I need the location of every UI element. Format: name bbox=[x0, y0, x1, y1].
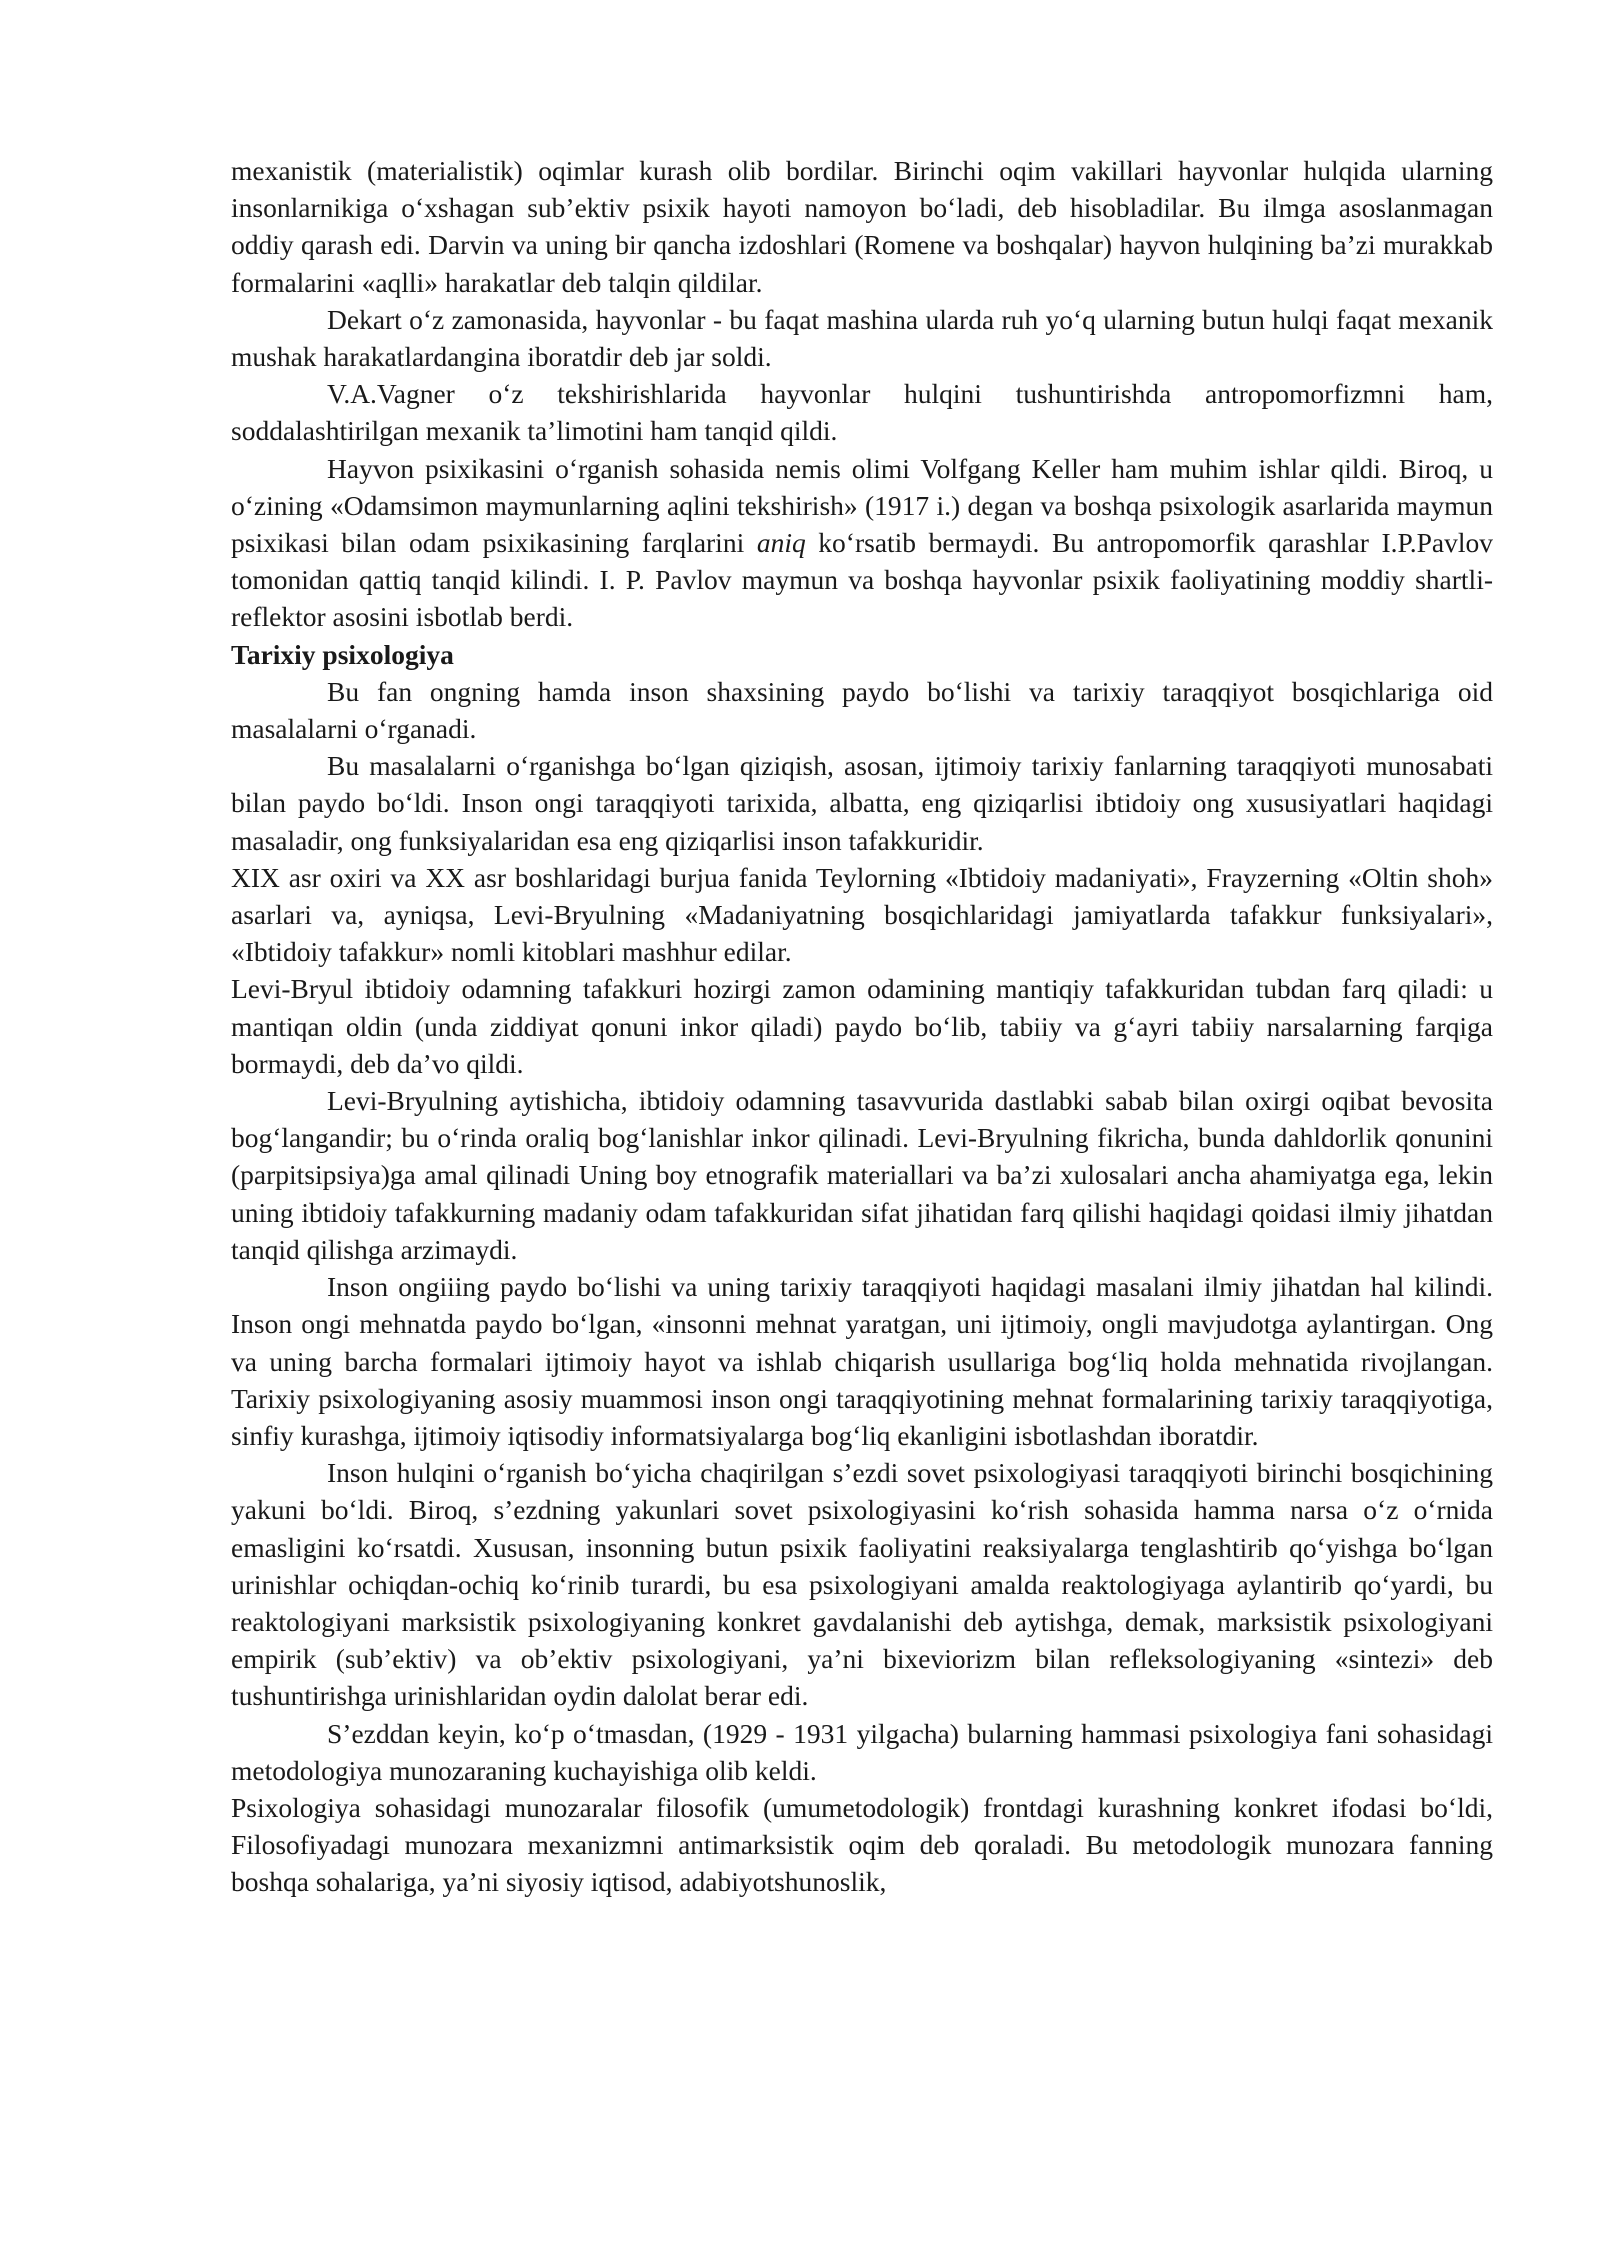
paragraph: Dekart o‘z zamonasida, hayvonlar - bu faqat mashina ularda ruh yo‘q ularning butun hulqi faqat mexanik mushak harakatlardangina iboratdir deb jar soldi. bbox=[231, 303, 1493, 373]
paragraph: Levi-Bryul ibtidoiy odamning tafakkuri hozirgi zamon odamining mantiqiy tafakkuridan tubdan farq qiladi: u mantiqan oldin (unda ziddiyat qonuni inkor qiladi) paydo bo‘lib, tabiiy va g‘ayri tabiiy narsalarning farqiga bormaydi, deb da’vo qildi. bbox=[231, 973, 1493, 1079]
paragraph: Bu fan ongning hamda inson shaxsining paydo bo‘lishi va tarixiy taraqqiyot bosqichlariga oid masalalarni o‘rganadi. bbox=[231, 675, 1493, 745]
paragraph-text: ko‘rsatib bermaydi. Bu antropomorfik qarashlar I.P.Pavlov tomonidan qattiq tanqid kilindi. I. P. Pavlov maymun va boshqa hayvonlar psixik faoliyatining moddiy shartli-reflektor asosini isbotlab berdi. bbox=[231, 527, 1493, 633]
paragraph: Inson hulqini o‘rganish bo‘yicha chaqirilgan s’ezdi sovet psixologiyasi taraqqiyoti birinchi bosqichining yakuni bo‘ldi. Biroq, s’ezdning yakunlari sovet psixologiyasini ko‘rish sohasida hamma narsa o‘z o‘rnida emasligini ko‘rsatdi. Xususan, insonning butun psixik faoliyatini reaksiyalarga tenglashtirib qo‘yishga bo‘lgan urinishlar ochiqdan-ochiq ko‘rinib turardi, bu esa psixologiyani amalda reaktologiyaga aylantirib qo‘yardi, bu reaktologiyani marksistik psixologiyaning konkret gavdalanishi deb aytishga, demak, marksistik psixologiyani empirik (sub’ektiv) va ob’ektiv psixologiyani, ya’ni bixeviorizm bilan refleksologiyaning «sintezi» deb tushuntirishga urinishlaridan oydin dalolat berar edi. bbox=[231, 1457, 1493, 1712]
document-page bbox=[231, 152, 1493, 1901]
emphasis-text: aniq bbox=[756, 527, 806, 559]
paragraph: S’ezddan keyin, ko‘p o‘tmasdan, (1929 - 1931 yilgacha) bularning hammasi psixologiya fani sohasidagi metodologiya munozaraning kuchayishiga olib keldi. bbox=[231, 1717, 1493, 1786]
paragraph: Psixologiya sohasidagi munozaralar filosofik (umumetodologik) frontdagi kurashning konkret ifodasi bo‘ldi, Filosofiyadagi munozara mexanizmni antimarksistik oqim deb qoraladi. Bu metodologik munozara fanning boshqa sohalariga, ya’ni siyosiy iqtisod, adabiyotshunoslik, bbox=[231, 1791, 1493, 1898]
paragraph: V.A.Vagner o‘z tekshirishlarida hayvonlar hulqini tushuntirishda antropomorfizmni ham, soddalashtirilgan mexanik ta’limotini ham tanqid qildi. bbox=[231, 378, 1493, 447]
paragraph: Inson ongiiing paydo bo‘lishi va uning tarixiy taraqqiyoti haqidagi masalani ilmiy jihatdan hal kilindi. Inson ongi mehnatda paydo bo‘lgan, «insonni mehnat yaratgan, uni ijtimoiy, ongli mavjudotga aylantirgan. Ong va uning barcha formalari ijtimoiy hayot va ishlab chiqarish usullariga bog‘liq holda mehnatida rivojlangan. Tarixiy psixologiyaning asosiy muammosi inson ongi taraqqiyotining mehnat formalarining tarixiy taraqqiyotiga, sinfiy kurashga, ijtimoiy iqtisodiy informatsiyalarga bog‘liq ekanligini isbotlashdan iboratdir. bbox=[231, 1271, 1493, 1451]
paragraph: mexanistik (materialistik) oqimlar kurash olib bordilar. Birinchi oqim vakillari hayvonlar hulqida ularning insonlarnikiga o‘xshagan sub’ektiv psixik hayoti namoyon bo‘ladi, deb hisobladilar. Bu ilmga asoslanmagan oddiy qarash edi. Darvin va uning bir qancha izdoshlari (Romene va boshqalar) hayvon hulqining ba’zi murakkab formalarini «aqlli» harakatlar deb talqin qildilar. bbox=[231, 155, 1493, 298]
paragraph: Levi-Bryulning aytishicha, ibtidoiy odamning tasavvurida dastlabki sabab bilan oxirgi oqibat bevosita bog‘langandir; bu o‘rinda oraliq bog‘lanishlar inkor qilinadi. Levi-Bryulning fikricha, bunda dahldorlik qonunini (parpitsipsiya)ga amal qilinadi Uning boy etnografik materiallari va ba’zi xulosalari ancha ahamiyatga ega, lekin uning ibtidoiy tafakkurning madaniy odam tafakkuridan sifat jihatidan farq qilishi haqidagi qoidasi ilmiy jihatdan tanqid qilishga arzimaydi. bbox=[231, 1085, 1493, 1265]
paragraph: Bu masalalarni o‘rganishga bo‘lgan qiziqish, asosan, ijtimoiy tarixiy fanlarning taraqqiyoti munosabati bilan paydo bo‘ldi. Inson ongi taraqqiyoti tarixida, albatta, eng qiziqarlisi ibtidoiy ong xususiyatlari haqidagi masaladir, ong funksiyalaridan esa eng qiziqarlisi inson tafakkuridir. bbox=[231, 750, 1493, 856]
paragraph-text: Hayvon psixikasini o‘rganish sohasida nemis olimi Volfgang Keller ham muhim ishlar qildi. Biroq, u o‘zining «Odamsimon maymunlarning aqlini tekshirish» (1917 i.) degan va boshqa psixologik asarlarida maymun psixikasi bilan odam psixikasining farqlarini bbox=[231, 452, 1493, 559]
paragraph bbox=[231, 450, 1493, 636]
section-heading: Tarixiy psixologiya bbox=[231, 638, 454, 670]
paragraph: XIX asr oxiri va XX asr boshlaridagi burjua fanida Teylorning «Ibtidoiy madaniyati», Frayzerning «Oltin shoh» asarlari va, ayniqsa, Levi-Bryulning «Madaniyatning bosqichlaridagi jamiyatlarda tafakkur funksiyalari», «Ibtidoiy tafakkur» nomli kitoblari mashhur edilar. bbox=[231, 861, 1493, 968]
